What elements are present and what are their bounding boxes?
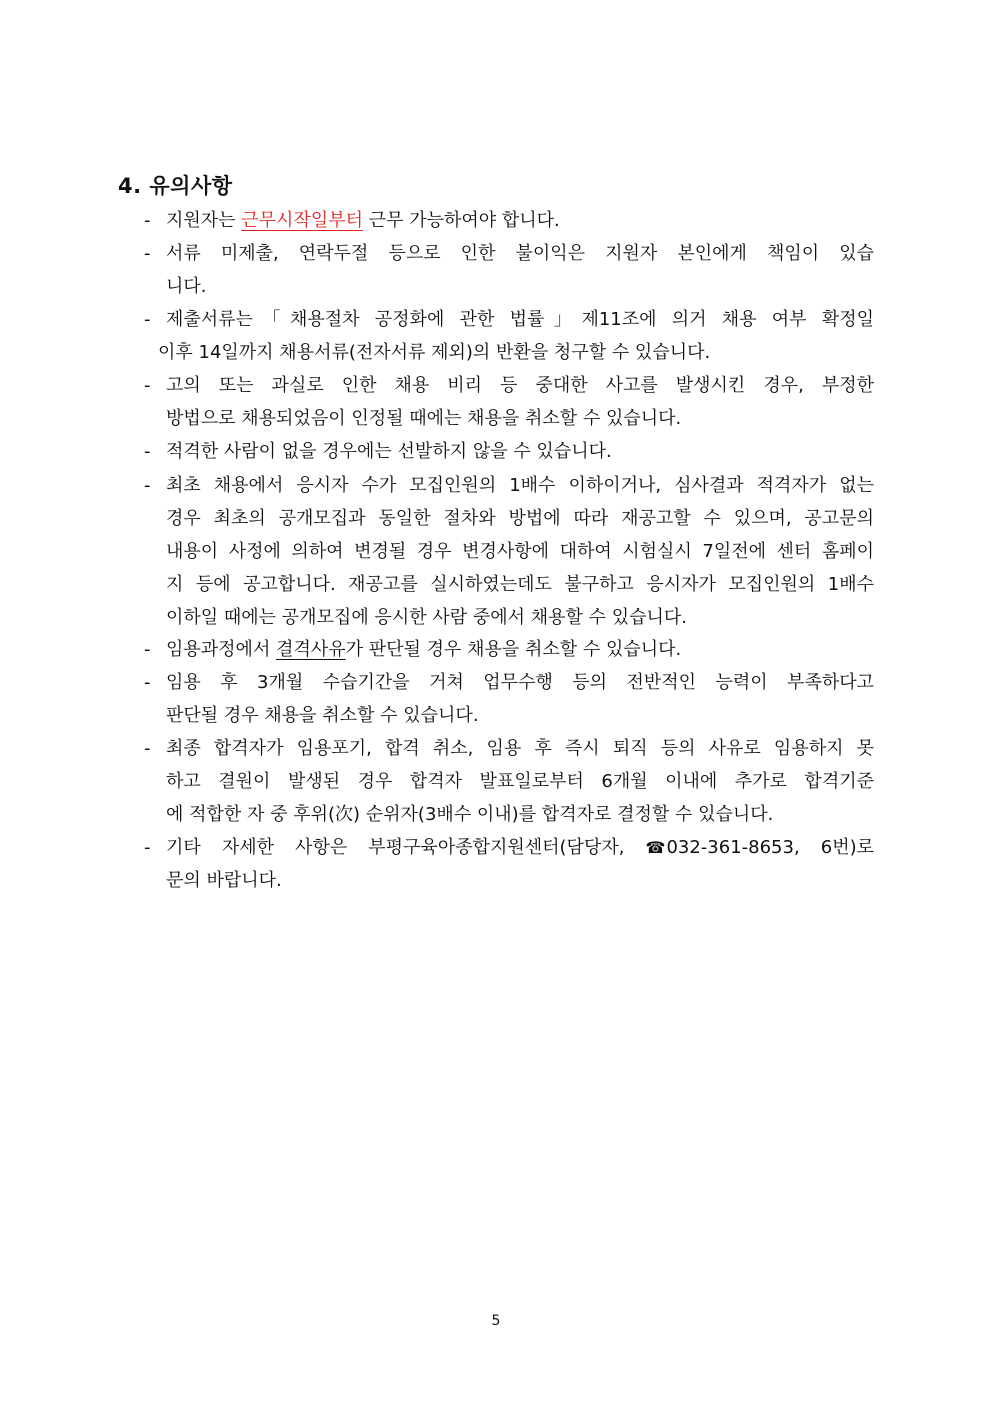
line-text: 최종 합격자가 임용포기, 합격 취소, 임용 후 즉시 퇴직 등의 사유로 임용하지 못 [166,738,874,759]
notice-item [144,204,874,237]
notice-line: 하고 결원이 발생된 경우 합격자 발표일로부터 6개월 이내에 추가로 합격기준 [166,771,874,792]
text-segment: 지원자는 [166,210,242,231]
text-segment: 기타 자세한 사항은 부평구육아종합지원센터(담당자, [166,837,646,858]
notice-item [144,666,874,732]
notice-line [144,369,874,402]
notice-line: 이후 14일까지 채용서류(전자서류 제외)의 반환을 청구할 수 있습니다. [158,342,711,363]
notice-item [144,303,874,369]
notice-line [144,732,874,765]
notice-line: 방법으로 채용되었음이 인정될 때에는 채용을 취소할 수 있습니다. [166,408,682,429]
notice-line: 경우 최초의 공개모집과 동일한 절차와 방법에 따라 재공고할 수 있으며, 공고문의 [166,508,874,529]
underlined-text: 결격사유 [276,639,346,660]
line-text: 서류 미제출, 연락두절 등으로 인한 불이익은 지원자 본인에게 책임이 있습 [166,243,874,264]
line-text: 최초 채용에서 응시자 수가 모집인원의 1배수 이하이거나, 심사결과 적격자가 없는 [166,475,874,496]
bullet-dash: - [144,243,151,264]
notice-line [144,204,874,237]
phone-icon: ☎ [645,838,666,857]
notice-line [144,831,874,864]
line-text: 적격한 사람이 없을 경우에는 선발하지 않을 수 있습니다. [166,441,612,462]
notice-line: 문의 바랍니다. [166,870,282,891]
notice-line [144,303,874,336]
notice-line: 이하일 때에는 공개모집에 응시한 사람 중에서 채용할 수 있습니다. [166,607,687,628]
notice-item [144,237,874,303]
line-text: 임용 후 3개월 수습기간을 거쳐 업무수행 등의 전반적인 능력이 부족하다고 [166,672,874,693]
notice-item [144,435,874,468]
section-title: 4. 유의사항 [118,174,233,198]
notice-line [144,633,874,666]
bullet-dash: - [144,309,151,330]
line-text: 고의 또는 과실로 인한 채용 비리 등 중대한 사고를 발생시킨 경우, 부정한 [166,375,874,396]
page-number: 5 [491,1313,501,1329]
bullet-dash: - [144,475,151,496]
highlighted-text: 근무시작일부터 [241,210,363,231]
notice-item [144,369,874,435]
notice-line: 판단될 경우 채용을 취소할 수 있습니다. [166,705,479,726]
notice-line [144,469,874,502]
text-segment: 근무 가능하여야 합니다. [363,210,560,231]
notice-line: 니다. [166,276,207,297]
bullet-dash: - [144,210,151,231]
notice-line: 에 적합한 자 중 후위(次) 순위자(3배수 이내)를 합격자로 결정할 수 있습니다. [166,804,774,825]
bullet-dash: - [144,837,151,858]
bullet-dash: - [144,639,151,660]
notice-item [144,469,874,634]
bullet-dash: - [144,375,151,396]
bullet-dash: - [144,441,151,462]
notice-line: 지 등에 공고합니다. 재공고를 실시하였는데도 불구하고 응시자가 모집인원의 1배수 [166,574,874,595]
notice-line [144,666,874,699]
notice-line: 내용이 사정에 의하여 변경될 경우 변경사항에 대하여 시험실시 7일전에 센터 홈페이 [166,541,874,562]
text-segment: 가 판단될 경우 채용을 취소할 수 있습니다. [345,639,682,660]
bullet-dash: - [144,738,151,759]
line-text: 제출서류는「채용절차 공정화에 관한 법률」제11조에 의거 채용 여부 확정일 [166,309,874,330]
notice-item [144,633,874,666]
text-segment: 임용과정에서 [166,639,277,660]
notice-item [144,831,874,897]
text-segment: 032-361-8653, 6번)로 [666,837,874,858]
notice-line [144,435,874,468]
notice-item [144,732,874,831]
bullet-dash: - [144,672,151,693]
notice-line [144,237,874,270]
